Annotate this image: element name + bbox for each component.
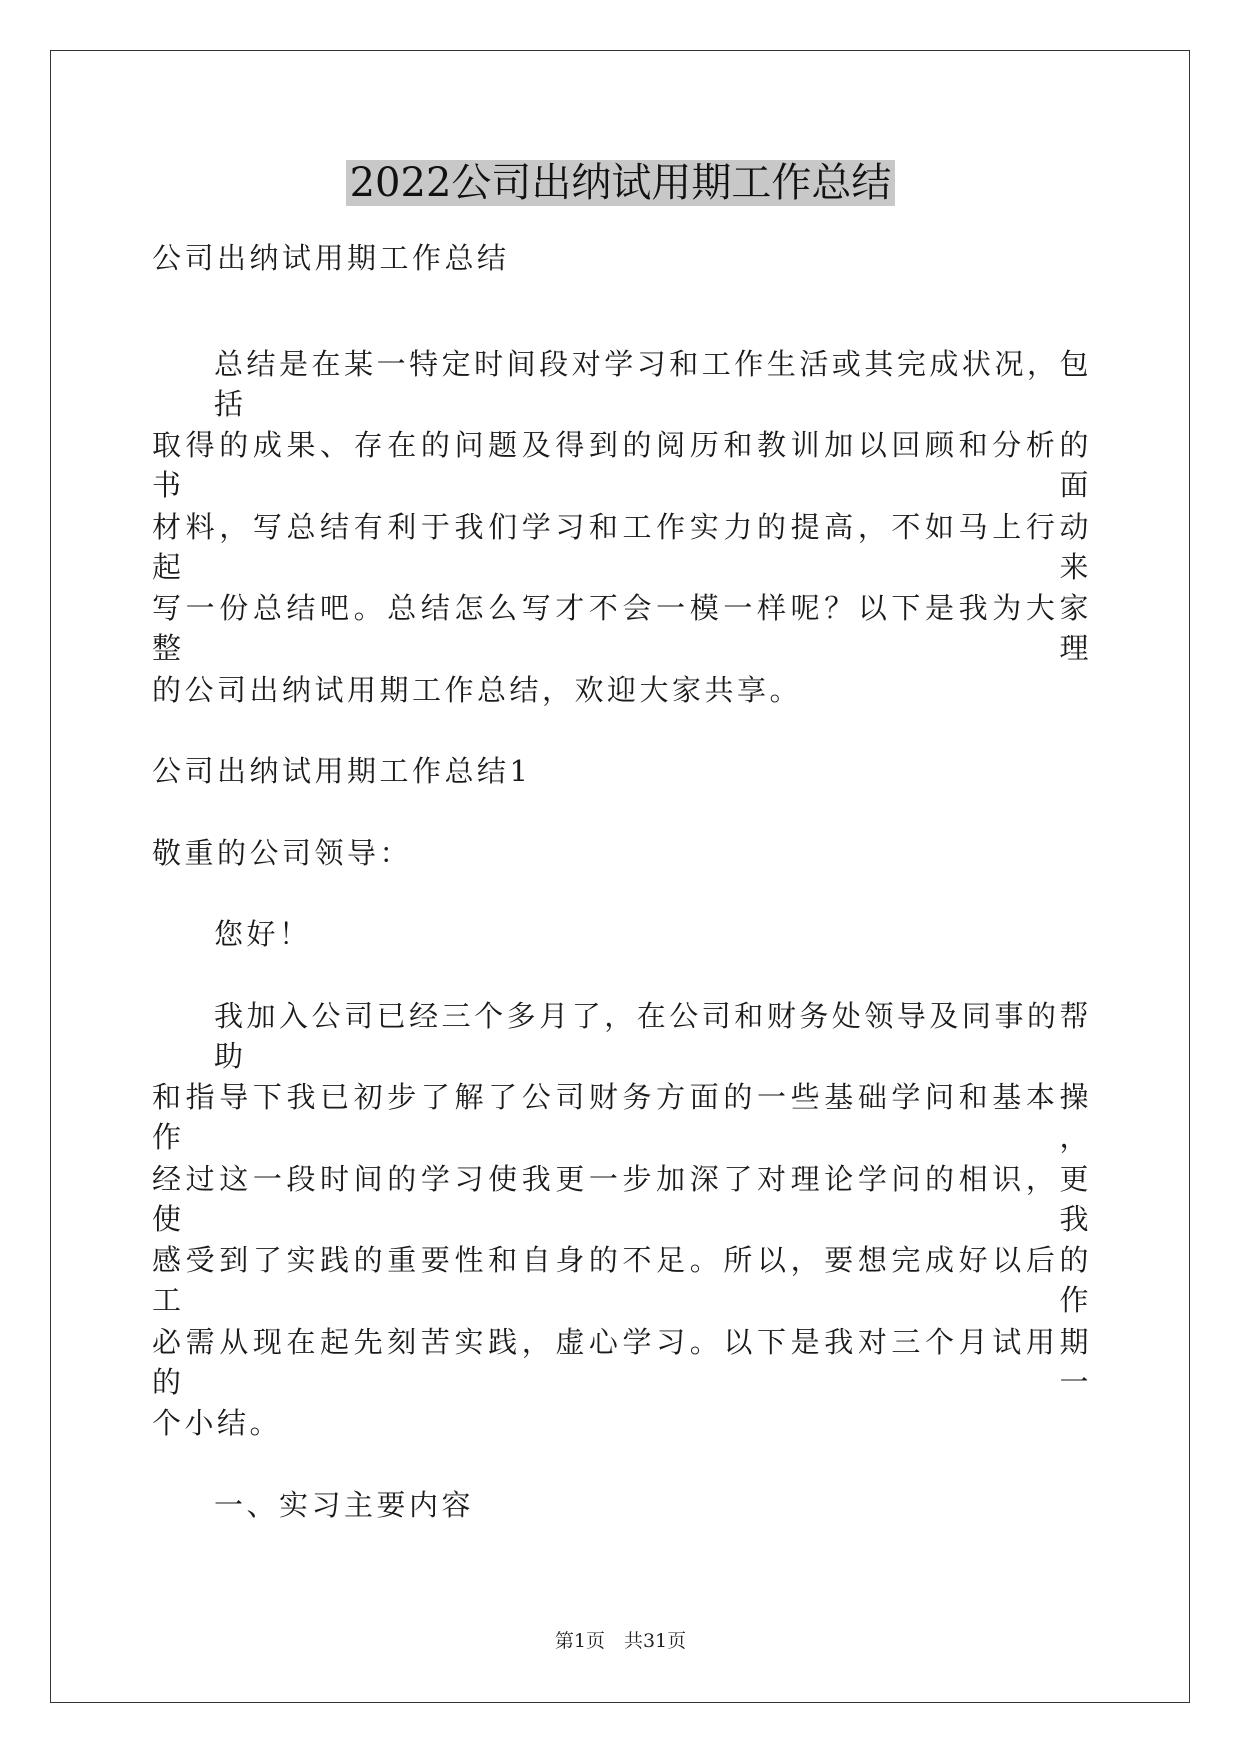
salutation: 敬重的公司领导： [152, 836, 413, 870]
paragraph-line: 写一份总结吧。总结怎么写才不会一模一样呢？以下是我为大家整理 [152, 591, 1092, 665]
section-heading: 公司出纳试用期工作总结1 [152, 754, 532, 788]
paragraph-line: 和指导下我已初步了解了公司财务方面的一些基础学问和基本操作， [152, 1080, 1092, 1154]
paragraph-line: 我加入公司已经三个多月了，在公司和财务处领导及同事的帮助 [214, 999, 1092, 1073]
paragraph-line: 材料，写总结有利于我们学习和工作实力的提高，不如马上行动起来 [152, 510, 1092, 584]
paragraph-line: 个小结。 [152, 1406, 283, 1440]
section-heading: 一、实习主要内容 [214, 1488, 475, 1522]
greeting: 您好！ [214, 917, 312, 951]
paragraph-line: 总结是在某一特定时间段对学习和工作生活或其完成状况，包括 [214, 347, 1092, 421]
page-number: 第1页 共31页 [554, 1630, 687, 1652]
paragraph-line: 经过这一段时间的学习使我更一步加深了对理论学问的相识，更使我 [152, 1162, 1092, 1236]
paragraph-line: 的公司出纳试用期工作总结，欢迎大家共享。 [152, 673, 803, 707]
page-border [50, 50, 1190, 1703]
document-title [0, 155, 1241, 211]
subtitle-line: 公司出纳试用期工作总结 [152, 241, 510, 275]
paragraph-line: 必需从现在起先刻苦实践，虚心学习。以下是我对三个月试用期的一 [152, 1325, 1092, 1399]
title-highlight: 2022公司出纳试用期工作总结 [346, 160, 896, 206]
paragraph-line: 感受到了实践的重要性和自身的不足。所以，要想完成好以后的工作 [152, 1243, 1092, 1317]
paragraph-line: 取得的成果、存在的问题及得到的阅历和教训加以回顾和分析的书面 [152, 428, 1092, 502]
